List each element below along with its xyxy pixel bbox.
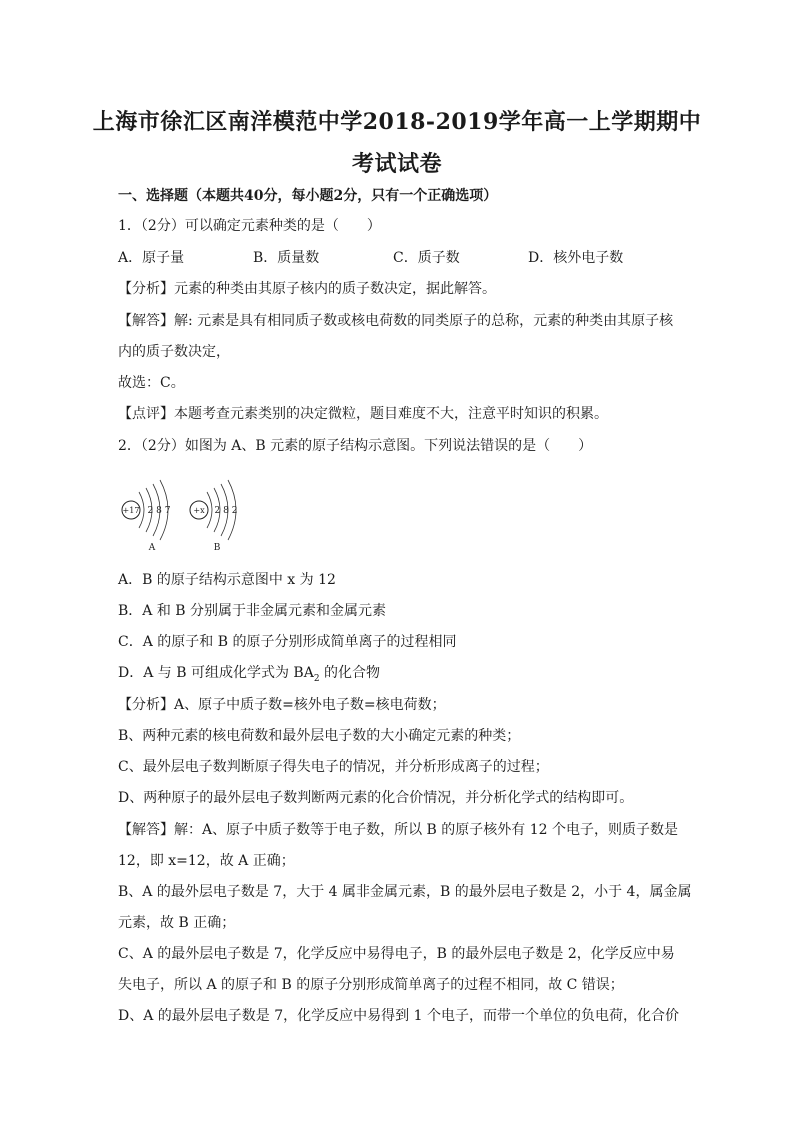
question-2-analysis-line-2: B、两种元素的核电荷数和最外层电子数的大小确定元素的种类； bbox=[118, 728, 521, 744]
question-2-answer-line-1: 【解答】解：A、原子中质子数等于电子数，所以 B 的原子核外有 12 个电子，则质子数是 bbox=[118, 822, 679, 838]
question-2-analysis-line-3: C、最外层电子数判断原子得失电子的情况，并分析形成离子的过程； bbox=[118, 759, 549, 775]
question-2-answer-line-6: 失电子，所以 A 的原子和 B 的原子分别形成简单离子的过程不相同，故 C 错误； bbox=[118, 977, 624, 993]
question-2-analysis-line-4: D、两种原子的最外层电子数判断两元素的化合价情况，并分析化学式的结构即可。 bbox=[118, 790, 634, 806]
option-d: D．核外电子数 bbox=[528, 250, 624, 266]
option-a: A．原子量 bbox=[118, 250, 185, 266]
question-2-answer-line-4: 元素，故 B 正确； bbox=[118, 915, 236, 931]
question-2-option-a: A．B 的原子结构示意图中 x 为 12 bbox=[118, 572, 336, 588]
option-b: B．质量数 bbox=[253, 250, 320, 266]
option-d-subscript: 2 bbox=[313, 673, 320, 684]
question-2-option-d bbox=[118, 663, 698, 689]
atom-a-shell-electrons: 2 8 7 bbox=[147, 506, 171, 516]
question-2-option-c: C．A 的原子和 B 的原子分别形成简单离子的过程相同 bbox=[118, 634, 457, 650]
question-2-answer-line-3: B、A 的最外层电子数是 7，大于 4 属非金属元素，B 的最外层电子数是 2，小于 4，属金属 bbox=[118, 884, 692, 900]
option-d-text: D．A 与 B 可组成化学式为 BA bbox=[118, 665, 314, 681]
question-1-comment: 【点评】本题考查元素类别的决定微粒，题目难度不大，注意平时知识的积累。 bbox=[118, 406, 608, 422]
atom-b-shell-electrons: 2 8 2 bbox=[214, 506, 238, 516]
atom-a-nucleus-label: +17 bbox=[122, 506, 140, 515]
page-title-continued: 考试试卷 bbox=[351, 151, 442, 177]
question-1-analysis: 【分析】元素的种类由其原子核内的质子数决定，据此解答。 bbox=[118, 281, 496, 297]
question-1-answer-line-1: 【解答】解: 元素是具有相同质子数或核电荷数的同类原子的总称，元素的种类由其原子核 bbox=[118, 313, 674, 329]
question-1-answer-line-3: 故选：C。 bbox=[118, 375, 185, 391]
question-2-option-b: B．A 和 B 分别属于非金属元素和金属元素 bbox=[118, 603, 387, 619]
question-2-answer-line-7: D、A 的最外层电子数是 7，化学反应中易得到 1 个电子，而带一个单位的负电荷，化合价 bbox=[118, 1008, 679, 1024]
question-1-stem: 1．（2分）可以确定元素种类的是（ ） bbox=[118, 218, 381, 234]
option-d-text-end: 的化合物 bbox=[319, 665, 381, 681]
section-heading: 一、选择题（本题共40分，每小题2分，只有一个正确选项） bbox=[118, 188, 498, 204]
page-title: 上海市徐汇区南洋模范中学2018-2019学年高一上学期期中 bbox=[92, 109, 702, 135]
question-2-answer-line-5: C、A 的最外层电子数是 7，化学反应中易得电子，B 的最外层电子数是 2，化学反应中易 bbox=[118, 946, 675, 962]
question-2-analysis-line-1: 【分析】A、原子中质子数=核外电子数=核电荷数； bbox=[118, 697, 446, 713]
atom-a-label: A bbox=[148, 543, 156, 553]
question-2-answer-line-2: 12，即 x=12，故 A 正确； bbox=[118, 853, 295, 869]
atom-a-diagram bbox=[122, 480, 171, 553]
atomic-structure-diagram bbox=[115, 478, 255, 558]
atom-b-diagram bbox=[190, 480, 237, 553]
atom-b-label: B bbox=[213, 543, 221, 553]
atom-b-nucleus-label: +x bbox=[193, 506, 205, 515]
question-1-answer-line-2: 内的质子数决定， bbox=[118, 344, 230, 360]
question-1-options bbox=[118, 248, 698, 268]
option-c: C．质子数 bbox=[393, 250, 460, 266]
question-2-stem: 2．（2分）如图为 A、B 元素的原子结构示意图。下列说法错误的是（ ） bbox=[118, 438, 593, 454]
